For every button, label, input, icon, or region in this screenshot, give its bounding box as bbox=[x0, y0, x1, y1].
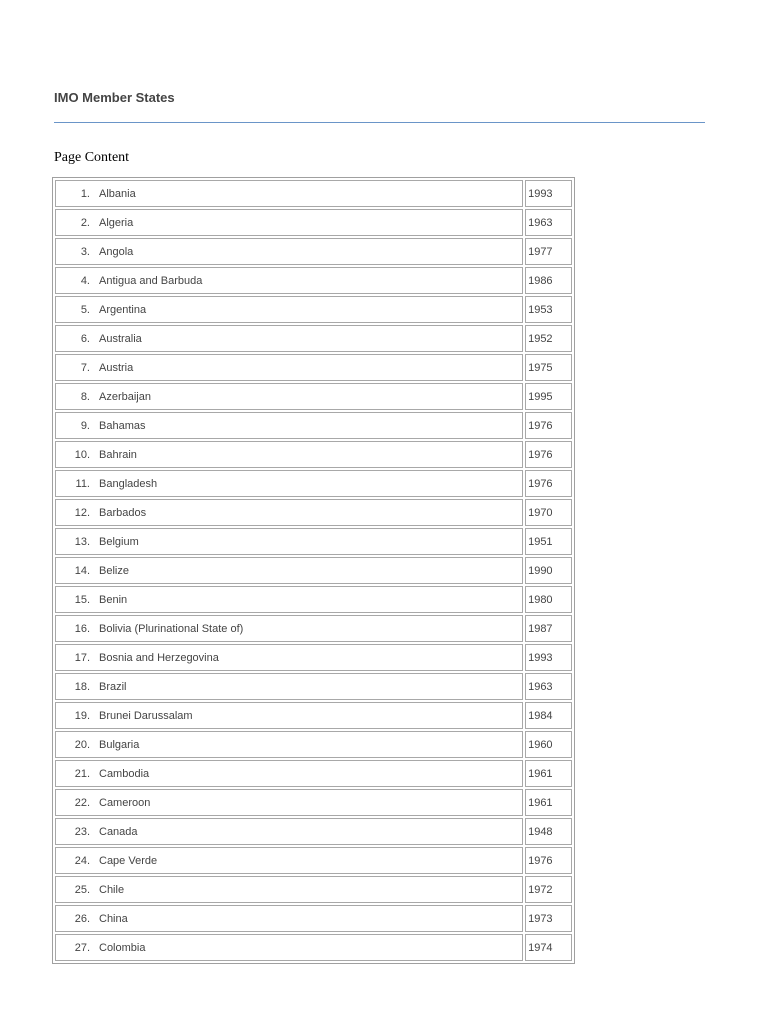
membership-year: 1995 bbox=[525, 383, 572, 410]
membership-year: 1993 bbox=[525, 644, 572, 671]
row-number: 14. bbox=[74, 564, 90, 577]
country-name: Barbados bbox=[99, 506, 147, 519]
table-row bbox=[55, 731, 572, 758]
country-cell bbox=[55, 383, 523, 410]
row-number: 22. bbox=[74, 796, 90, 809]
row-number: 6. bbox=[80, 332, 90, 345]
country-name: Cape Verde bbox=[99, 854, 158, 867]
row-number: 24. bbox=[74, 854, 90, 867]
country-name: Austria bbox=[99, 361, 134, 374]
table-row bbox=[55, 296, 572, 323]
membership-year: 1974 bbox=[525, 934, 572, 961]
country-cell bbox=[55, 731, 523, 758]
row-number: 9. bbox=[80, 419, 90, 432]
country-cell bbox=[55, 557, 523, 584]
membership-year: 1990 bbox=[525, 557, 572, 584]
membership-year: 1993 bbox=[525, 180, 572, 207]
row-number: 2. bbox=[80, 216, 90, 229]
membership-year: 1961 bbox=[525, 789, 572, 816]
table-row bbox=[55, 760, 572, 787]
table-row bbox=[55, 383, 572, 410]
table-row bbox=[55, 586, 572, 613]
membership-year: 1976 bbox=[525, 412, 572, 439]
row-number: 4. bbox=[80, 274, 90, 287]
table-row bbox=[55, 876, 572, 903]
membership-year: 1963 bbox=[525, 673, 572, 700]
table-row bbox=[55, 847, 572, 874]
row-number: 12. bbox=[74, 506, 90, 519]
country-cell bbox=[55, 499, 523, 526]
membership-year: 1961 bbox=[525, 760, 572, 787]
country-cell bbox=[55, 789, 523, 816]
table-row bbox=[55, 934, 572, 961]
row-number: 13. bbox=[74, 535, 90, 548]
membership-year: 1976 bbox=[525, 847, 572, 874]
country-cell bbox=[55, 876, 523, 903]
country-name: Algeria bbox=[99, 216, 134, 229]
country-name: Australia bbox=[99, 332, 142, 345]
table-row bbox=[55, 673, 572, 700]
membership-year: 1986 bbox=[525, 267, 572, 294]
table-row bbox=[55, 528, 572, 555]
country-name: Albania bbox=[99, 187, 136, 200]
country-cell bbox=[55, 644, 523, 671]
country-name: Belize bbox=[99, 564, 129, 577]
membership-year: 1951 bbox=[525, 528, 572, 555]
table-row bbox=[55, 789, 572, 816]
table-row bbox=[55, 354, 572, 381]
country-cell bbox=[55, 267, 523, 294]
row-number: 5. bbox=[80, 303, 90, 316]
country-name: Bulgaria bbox=[99, 738, 140, 751]
row-number: 17. bbox=[74, 651, 90, 664]
country-name: Bosnia and Herzegovina bbox=[99, 651, 219, 664]
country-name: Bolivia (Plurinational State of) bbox=[99, 622, 244, 635]
row-number: 3. bbox=[80, 245, 90, 258]
country-cell bbox=[55, 934, 523, 961]
country-name: Belgium bbox=[99, 535, 139, 548]
table-row bbox=[55, 644, 572, 671]
country-cell bbox=[55, 615, 523, 642]
country-cell bbox=[55, 296, 523, 323]
table-row bbox=[55, 470, 572, 497]
country-name: Brazil bbox=[99, 680, 127, 693]
membership-year: 1987 bbox=[525, 615, 572, 642]
country-name: Antigua and Barbuda bbox=[99, 274, 203, 287]
membership-year: 1975 bbox=[525, 354, 572, 381]
membership-year: 1952 bbox=[525, 325, 572, 352]
country-name: Chile bbox=[99, 883, 125, 896]
member-states-table-body bbox=[55, 180, 572, 961]
country-name: Colombia bbox=[99, 941, 146, 954]
country-cell bbox=[55, 673, 523, 700]
membership-year: 1980 bbox=[525, 586, 572, 613]
membership-year: 1972 bbox=[525, 876, 572, 903]
table-row bbox=[55, 702, 572, 729]
row-number: 16. bbox=[74, 622, 90, 635]
country-cell bbox=[55, 412, 523, 439]
table-row bbox=[55, 180, 572, 207]
row-number: 18. bbox=[74, 680, 90, 693]
country-name: Bangladesh bbox=[99, 477, 158, 490]
country-name: Brunei Darussalam bbox=[99, 709, 193, 722]
table-row bbox=[55, 818, 572, 845]
country-name: Bahamas bbox=[99, 419, 146, 432]
membership-year: 1948 bbox=[525, 818, 572, 845]
row-number: 23. bbox=[74, 825, 90, 838]
membership-year: 1970 bbox=[525, 499, 572, 526]
country-name: Angola bbox=[99, 245, 134, 258]
row-number: 19. bbox=[74, 709, 90, 722]
country-cell bbox=[55, 818, 523, 845]
country-cell bbox=[55, 238, 523, 265]
country-name: Benin bbox=[99, 593, 128, 606]
country-cell bbox=[55, 325, 523, 352]
country-name: Canada bbox=[99, 825, 138, 838]
membership-year: 1976 bbox=[525, 441, 572, 468]
membership-year: 1963 bbox=[525, 209, 572, 236]
country-name: Argentina bbox=[99, 303, 147, 316]
row-number: 27. bbox=[74, 941, 90, 954]
table-row bbox=[55, 441, 572, 468]
country-name: Cameroon bbox=[99, 796, 151, 809]
row-number: 7. bbox=[80, 361, 90, 374]
membership-year: 1976 bbox=[525, 470, 572, 497]
row-number: 8. bbox=[80, 390, 90, 403]
page-title: IMO Member States bbox=[54, 90, 175, 105]
table-row bbox=[55, 905, 572, 932]
membership-year: 1953 bbox=[525, 296, 572, 323]
country-cell bbox=[55, 441, 523, 468]
country-name: Cambodia bbox=[99, 767, 150, 780]
country-cell bbox=[55, 354, 523, 381]
row-number: 11. bbox=[75, 477, 90, 490]
table-row bbox=[55, 209, 572, 236]
country-cell bbox=[55, 586, 523, 613]
table-row bbox=[55, 238, 572, 265]
row-number: 26. bbox=[74, 912, 90, 925]
country-cell bbox=[55, 180, 523, 207]
country-name: Bahrain bbox=[99, 448, 137, 461]
country-cell bbox=[55, 847, 523, 874]
row-number: 21. bbox=[74, 767, 90, 780]
country-cell bbox=[55, 760, 523, 787]
title-divider bbox=[54, 122, 705, 123]
country-name: Azerbaijan bbox=[99, 390, 151, 403]
country-cell bbox=[55, 528, 523, 555]
row-number: 25. bbox=[74, 883, 90, 896]
country-name: China bbox=[99, 912, 128, 925]
row-number: 1. bbox=[80, 187, 90, 200]
membership-year: 1977 bbox=[525, 238, 572, 265]
table-row bbox=[55, 325, 572, 352]
table-row bbox=[55, 615, 572, 642]
country-cell bbox=[55, 470, 523, 497]
table-row bbox=[55, 557, 572, 584]
country-cell bbox=[55, 905, 523, 932]
row-number: 20. bbox=[74, 738, 90, 751]
table-row bbox=[55, 267, 572, 294]
country-cell bbox=[55, 209, 523, 236]
membership-year: 1973 bbox=[525, 905, 572, 932]
membership-year: 1984 bbox=[525, 702, 572, 729]
row-number: 15. bbox=[74, 593, 90, 606]
table-row bbox=[55, 412, 572, 439]
country-cell bbox=[55, 702, 523, 729]
row-number: 10. bbox=[74, 448, 90, 461]
member-states-table bbox=[52, 177, 575, 964]
table-row bbox=[55, 499, 572, 526]
section-heading: Page Content bbox=[54, 150, 130, 165]
membership-year: 1960 bbox=[525, 731, 572, 758]
